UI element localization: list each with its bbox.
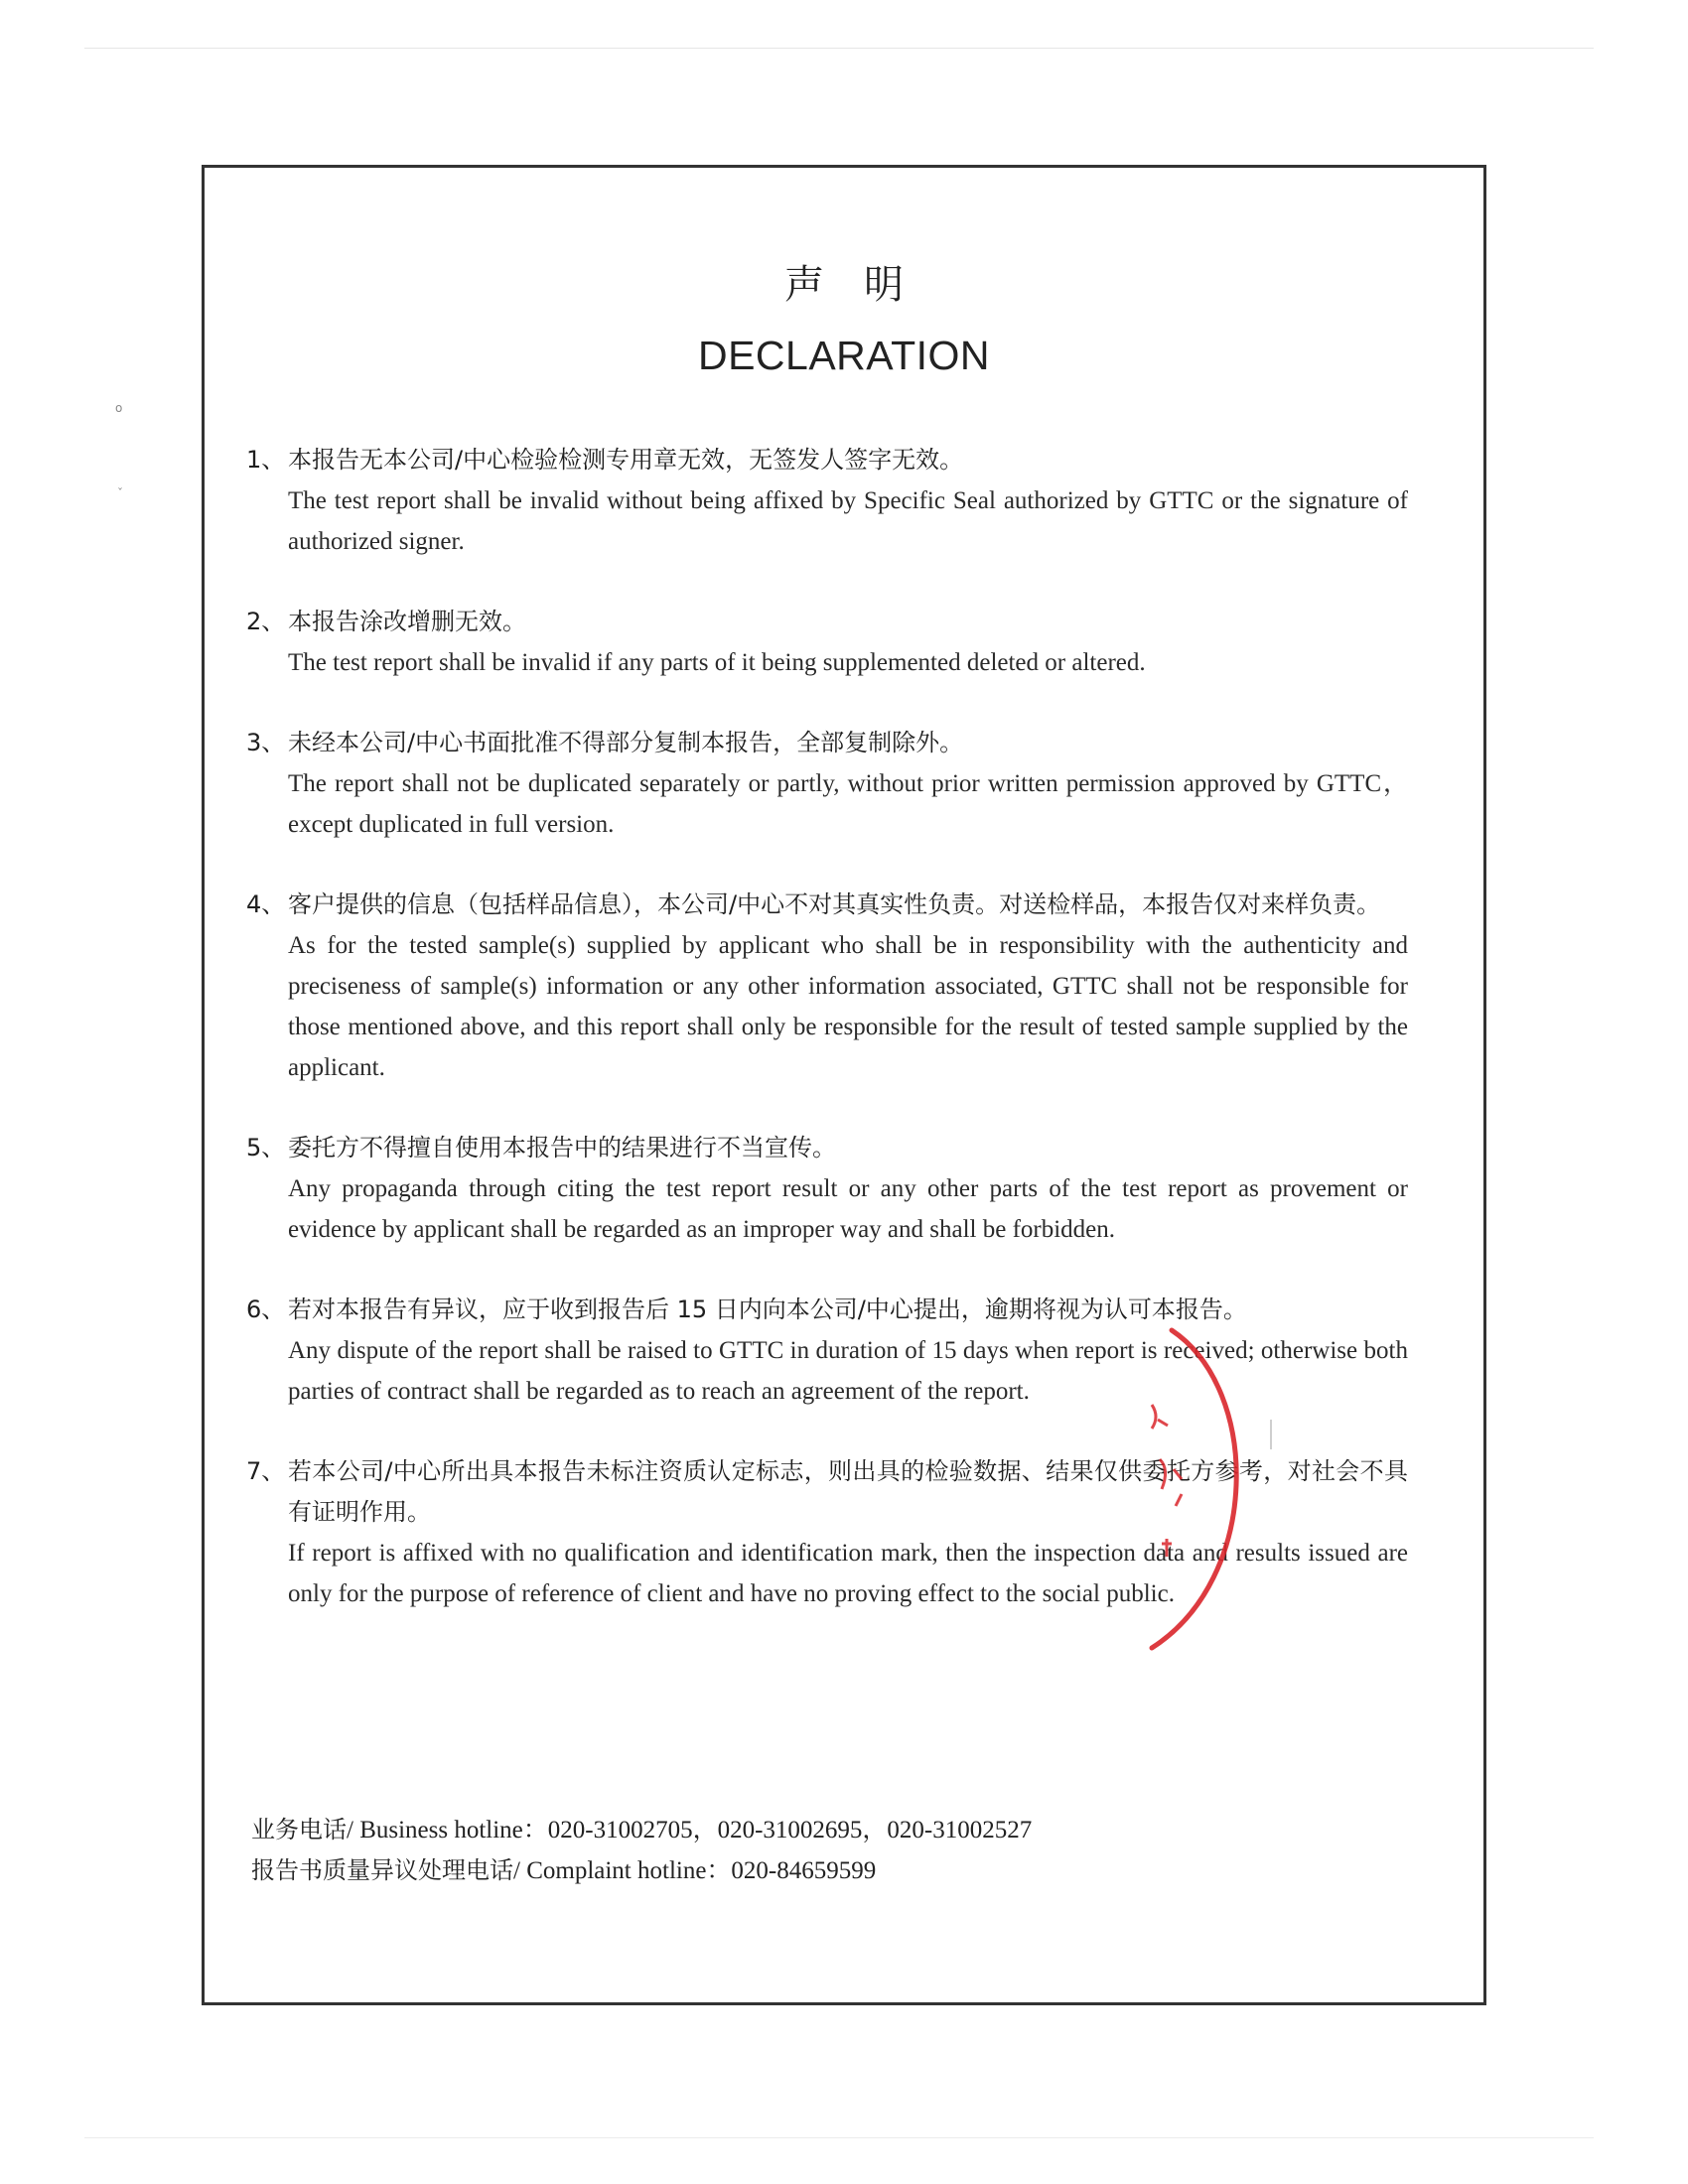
- complaint-hotline: [251, 1850, 1343, 1891]
- scan-edge-top: [84, 48, 1594, 49]
- business-hotline-label: 业务电话: [251, 1816, 347, 1843]
- scan-edge-bottom: [84, 2137, 1594, 2138]
- hotlines-block: [251, 1810, 1343, 1891]
- scan-speck: ˇ: [117, 486, 123, 500]
- complaint-hotline-label: 报告书质量异议处理电话: [251, 1856, 513, 1884]
- declaration-item: [246, 1290, 1408, 1412]
- declaration-item: [246, 1128, 1408, 1250]
- item-text-chinese: 未经本公司/中心书面批准不得部分复制本报告，全部复制除外。: [288, 729, 964, 756]
- item-number: 6、: [246, 1296, 286, 1323]
- business-hotline-numbers: / Business hotline：020-31002705，020-31002695，020-31002527: [347, 1817, 1033, 1843]
- item-text-english: The test report shall be invalid if any parts of it being supplemented deleted or altered.: [288, 649, 1146, 676]
- item-number: 5、: [246, 1134, 286, 1161]
- item-number: 7、: [246, 1457, 286, 1485]
- item-number: 1、: [246, 446, 286, 474]
- title-english: DECLARATION: [697, 333, 991, 378]
- item-text-chinese: 本报告无本公司/中心检验检测专用章无效，无签发人签字无效。: [288, 446, 964, 474]
- item-text-english: The report shall not be duplicated separately or partly, without prior written permission approved by GTTC， except duplicated in full version.: [288, 770, 1408, 838]
- declaration-item: [246, 723, 1408, 845]
- declaration-list: [246, 440, 1408, 1654]
- item-text-english: Any propaganda through citing the test report result or any other parts of the test report as provement or evidence by applicant shall be regarded as an improper way and shall be forbidden.: [288, 1175, 1408, 1243]
- item-text-chinese: 客户提供的信息（包括样品信息），本公司/中心不对其真实性负责。对送检样品，本报告仅对来样负责。: [288, 890, 1381, 918]
- item-text-english: As for the tested sample(s) supplied by applicant who shall be in responsibility with the authenticity and preciseness of sample(s) information or any other information associated, GTTC shall not be responsible for those mentioned above, and this report shall only be responsible for the result of tested sample supplied by the applicant.: [288, 932, 1408, 1081]
- item-text-chinese: 若对本报告有异议，应于收到报告后 15 日内向本公司/中心提出，逾期将视为认可本报告。: [288, 1296, 1247, 1323]
- item-text-english: Any dispute of the report shall be raised to GTTC in duration of 15 days when report is received; otherwise both parties of contract shall be regarded as to reach an agreement of the report.: [288, 1337, 1408, 1405]
- item-text-chinese: 若本公司/中心所出具本报告未标注资质认定标志，则出具的检验数据、结果仅供委托方参考，对社会不具有证明作用。: [288, 1457, 1408, 1526]
- declaration-item: [246, 440, 1408, 562]
- complaint-hotline-number: / Complaint hotline：020-84659599: [513, 1857, 877, 1884]
- declaration-item: [246, 1451, 1408, 1614]
- declaration-item: [246, 885, 1408, 1088]
- item-text-english: The test report shall be invalid without being affixed by Specific Seal authorized by GTTC or the signature of authorized signer.: [288, 487, 1408, 555]
- item-number: 4、: [246, 890, 286, 918]
- item-text-english: If report is affixed with no qualification and identification mark, then the inspection data and results issued are only for the purpose of reference of client and have no proving effect to the social public.: [288, 1540, 1408, 1607]
- business-hotline: [251, 1810, 1343, 1850]
- item-text-chinese: 委托方不得擅自使用本报告中的结果进行不当宣传。: [288, 1134, 836, 1161]
- item-text-chinese: 本报告涂改增删无效。: [288, 608, 526, 635]
- item-number: 3、: [246, 729, 286, 756]
- item-number: 2、: [246, 608, 286, 635]
- scan-speck: o: [115, 401, 123, 415]
- declaration-item: [246, 602, 1408, 683]
- title-chinese: 声明: [784, 262, 943, 308]
